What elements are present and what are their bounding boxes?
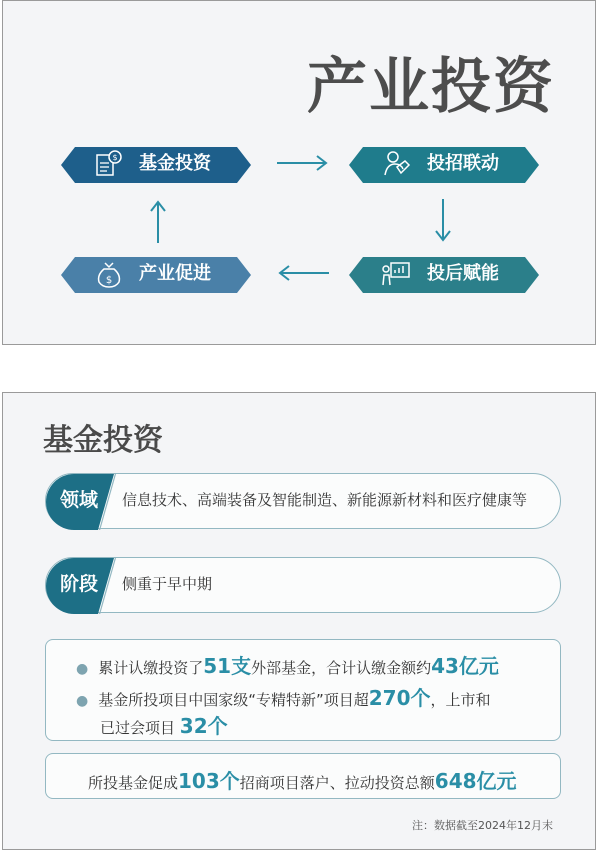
stat-line-3 xyxy=(100,710,228,739)
money-document-icon xyxy=(93,149,125,179)
industry-investment-panel xyxy=(2,0,596,345)
promo-number: 103个 xyxy=(178,769,240,793)
promo-box xyxy=(45,753,561,799)
section-title: 基金投资 xyxy=(43,423,163,458)
stat-line-1 xyxy=(76,650,499,679)
svg-text:$: $ xyxy=(112,153,118,162)
stat-number: 270个 xyxy=(368,686,431,710)
stat-text: 已过会项目 xyxy=(100,719,176,737)
stat-number: 32个 xyxy=(179,714,228,738)
field-row xyxy=(45,473,561,529)
stage-row xyxy=(45,557,561,613)
arrow-up-icon xyxy=(148,197,168,245)
stats-box xyxy=(45,639,561,741)
promo-line xyxy=(88,765,517,794)
handshake-icon xyxy=(381,149,413,179)
stat-number: 43亿元 xyxy=(431,654,499,678)
svg-text:$: $ xyxy=(105,275,113,286)
bullet-icon: ● xyxy=(76,693,89,709)
fund-investment-panel xyxy=(2,392,596,850)
cycle-label: 投招联动 xyxy=(427,153,499,174)
bullet-icon: ● xyxy=(76,661,89,677)
stage-text: 侧重于早中期 xyxy=(122,575,213,593)
arrow-left-icon xyxy=(275,263,331,283)
cycle-fund-investment xyxy=(61,143,251,197)
stat-text: ，上市和 xyxy=(430,691,491,709)
cycle-label: 产业促进 xyxy=(139,263,211,284)
cycle-post-investment xyxy=(349,253,539,307)
cycle-label: 基金投资 xyxy=(139,153,211,174)
stat-text: 外部基金，合计认缴金额约 xyxy=(251,659,432,677)
field-tag: 领域 xyxy=(60,489,99,511)
cycle-investment-attraction xyxy=(349,143,539,197)
promo-text: 所投基金促成 xyxy=(88,774,179,792)
stat-line-2 xyxy=(76,682,491,711)
promo-text: 招商项目落户、拉动投资总额 xyxy=(239,774,435,792)
arrow-right-icon xyxy=(275,153,331,173)
cycle-label: 投后赋能 xyxy=(427,263,499,284)
presentation-icon xyxy=(381,259,413,289)
promo-number: 648亿元 xyxy=(434,769,517,793)
money-bag-icon xyxy=(93,259,125,289)
field-text: 信息技术、高端装备及智能制造、新能源新材料和医疗健康等 xyxy=(122,491,528,509)
stat-text: 基金所投项目中国家级“专精特新”项目超 xyxy=(98,691,369,709)
arrow-down-icon xyxy=(433,197,453,245)
data-note: 注：数据截至2024年12月末 xyxy=(412,819,553,832)
cycle-industry-promotion xyxy=(61,253,251,307)
stage-tag: 阶段 xyxy=(60,573,99,595)
stat-number: 51支 xyxy=(203,654,252,678)
stat-text: 累计认缴投资了 xyxy=(98,659,204,677)
page-title: 产业投资 xyxy=(307,52,555,122)
